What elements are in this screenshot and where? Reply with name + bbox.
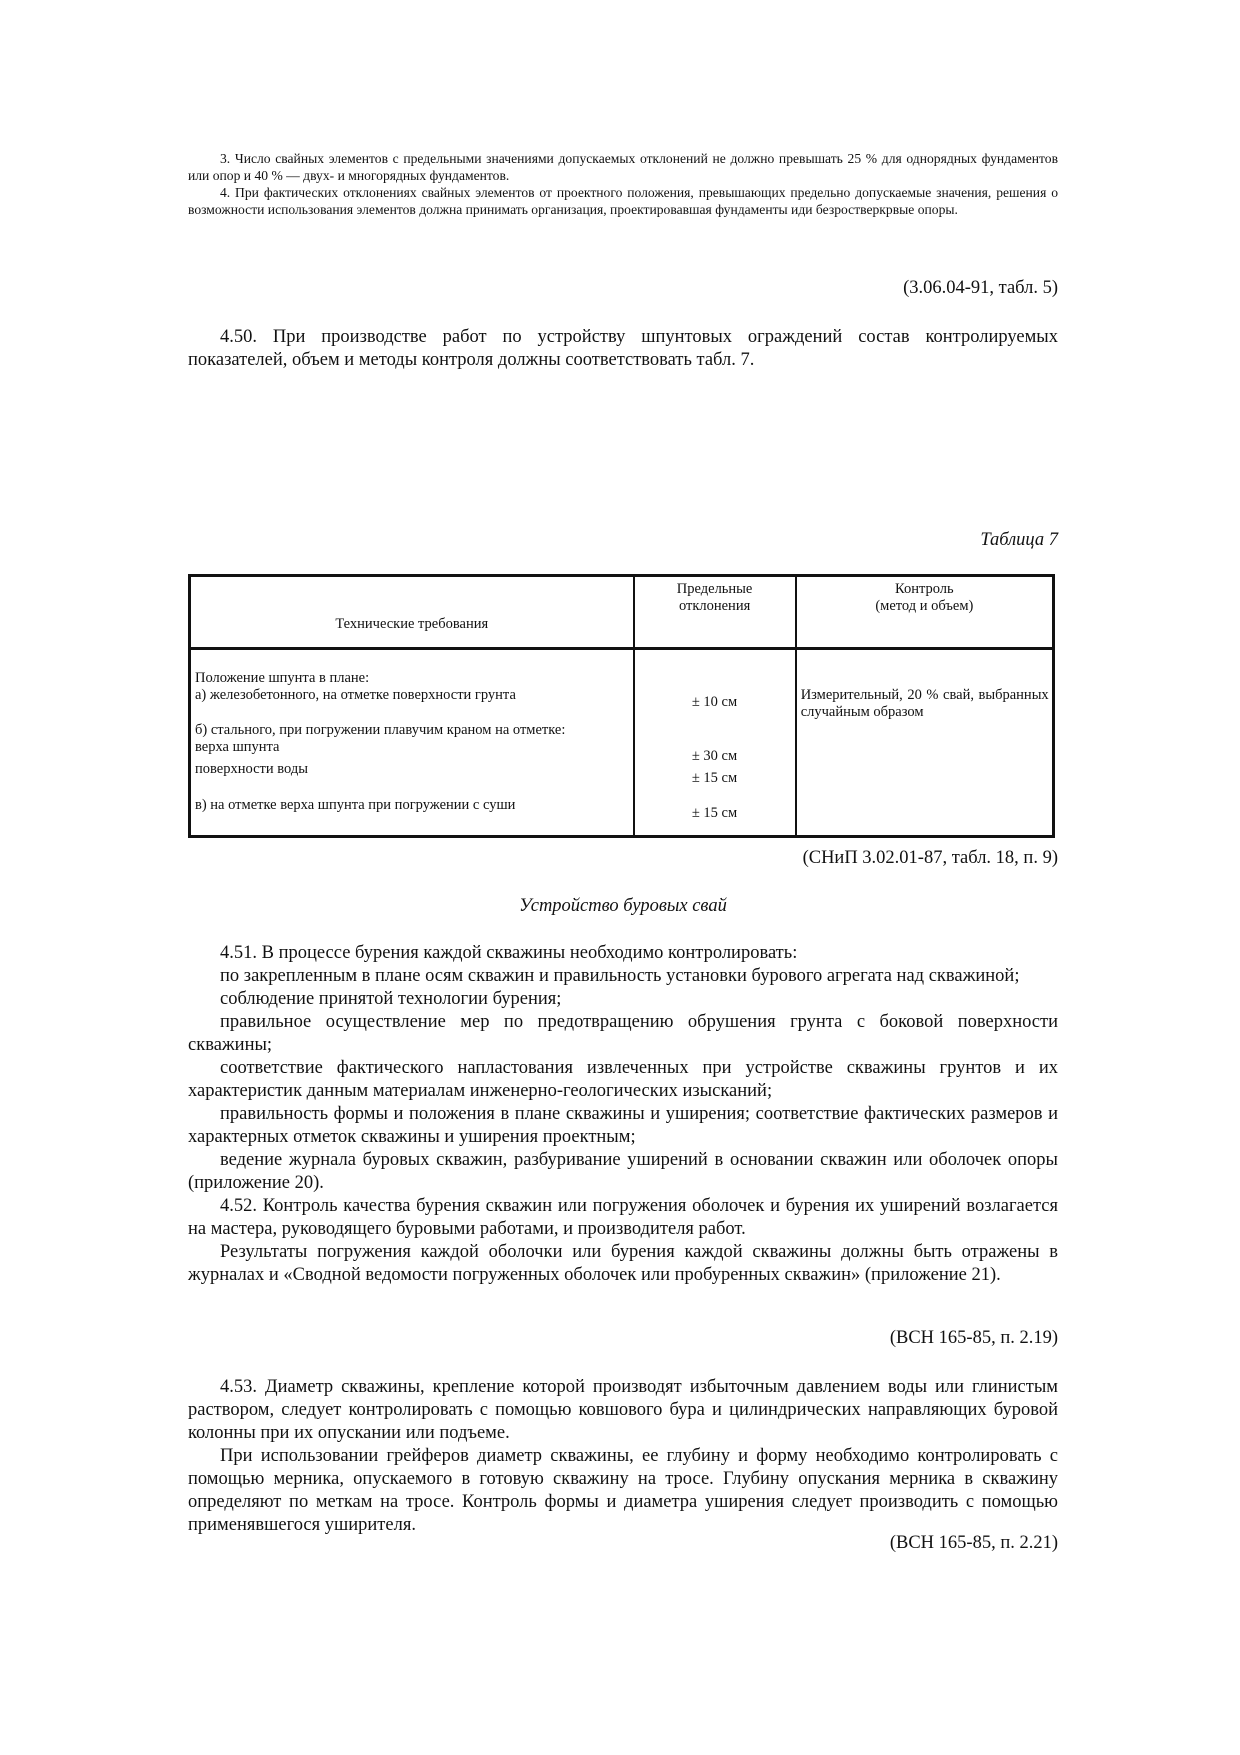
deviations-cell xyxy=(634,649,796,837)
source-reference-1: (3.06.04-91, табл. 5) xyxy=(903,278,1058,298)
paragraph-4-53-second: При использовании грейферов диаметр скважины, ее глубину и форму необходимо контролировать с помощью мерника, опускаемого в готовую скважину на тросе. Глубину опускания мерника в скважину определяют по меткам на тросе. Контроль формы и диаметра уширения следует производить с помощью применявшегося уширителя. xyxy=(188,1446,1058,1535)
source-reference-3: (ВСН 165-85, п. 2.19) xyxy=(889,1328,1058,1348)
deviation-b-top: ± 30 см xyxy=(691,748,738,764)
table-caption: Таблица 7 xyxy=(980,530,1058,550)
table-7 xyxy=(188,574,1055,838)
header-deviations: Предельные отклонения xyxy=(634,576,796,649)
table-header-row xyxy=(190,576,1054,649)
requirements-cell xyxy=(190,649,634,837)
deviation-a: ± 10 см xyxy=(691,694,738,710)
paragraph-4-51: 4.51. В процессе бурения каждой скважины необходимо контролировать: xyxy=(220,943,798,963)
section-title: Устройство буровых свай xyxy=(519,896,727,916)
header-control: Контроль (метод и объем) xyxy=(796,576,1054,649)
list-item: ведение журнала буровых скважин, разбуривание уширений в основании скважин или оболочек опоры (приложение 20). xyxy=(188,1150,1058,1193)
note-3: 3. Число свайных элементов с предельными значениями допускаемых отклонений не должно превышать 25 % для однорядных фундаментов или опор и 40 % — двух- и многорядных фундаментов. xyxy=(188,151,1058,183)
control-method: Измерительный, 20 % свай, выбранных случайным образом xyxy=(800,687,1049,720)
paragraph-4-53 xyxy=(188,1376,1058,1537)
paragraph-4-53-first: 4.53. Диаметр скважины, крепление которой производят избыточным давлением воды или глинистым раствором, следует контролировать с помощью ковшового бура и цилиндрических направляющих буровой колонны при их опускании или подъеме. xyxy=(188,1377,1058,1443)
list-item: правильное осуществление мер по предотвращению обрушения грунта с боковой поверхности скважины; xyxy=(188,1012,1058,1055)
paragraph-4-52: 4.52. Контроль качества бурения скважин или погружения оболочек и бурения их уширений возлагается на мастера, руководящего буровыми работами, и производителя работ. xyxy=(188,1196,1058,1239)
list-item: правильность формы и положения в плане скважины и уширения; соответствие фактических размеров и характерных отметок скважины и уширения проектным; xyxy=(188,1104,1058,1147)
requirement-c: в) на отметке верха шпунта при погружении с суши xyxy=(195,797,516,813)
requirement-a: а) железобетонного, на отметке поверхности грунта xyxy=(195,687,516,703)
requirement-b-top: верха шпунта xyxy=(195,739,280,755)
deviation-c: ± 15 см xyxy=(691,805,738,821)
table-notes xyxy=(188,150,1058,218)
control-cell xyxy=(796,649,1054,837)
requirement-b: б) стального, при погружении плавучим краном на отметке: xyxy=(195,722,566,738)
list-item: по закрепленным в плане осям скважин и правильность установки бурового агрегата над скважиной; xyxy=(220,966,1020,986)
paragraph-results: Результаты погружения каждой оболочки или бурения каждой скважины должны быть отражены в журналах и «Сводной ведомости погруженных оболочек или пробуренных скважин» (приложение 21). xyxy=(188,1242,1058,1285)
table-row xyxy=(190,649,1054,837)
requirement-heading: Положение шпунта в плане: xyxy=(195,670,370,686)
list-item: соответствие фактического напластования извлеченных при устройстве скважины грунтов и их характеристик данным материалам инженерно-геологических изысканий; xyxy=(188,1058,1058,1101)
deviation-b-water: ± 15 см xyxy=(691,770,738,786)
header-requirements: Технические требования xyxy=(190,576,634,649)
note-4: 4. При фактических отклонениях свайных элементов от проектного положения, превышающих предельно допускаемые значения, решения о возможности использования элементов должна принимать организация, проектировавшая фундаменты иди безростверкрвые опоры. xyxy=(188,185,1058,217)
list-item: соблюдение принятой технологии бурения; xyxy=(220,989,562,1009)
source-reference-4: (ВСН 165-85, п. 2.21) xyxy=(889,1533,1058,1553)
source-reference-2: (СНиП 3.02.01-87, табл. 18, п. 9) xyxy=(802,848,1058,868)
paragraphs-4-51-4-52 xyxy=(188,942,1058,1287)
requirement-b-water: поверхности воды xyxy=(195,761,308,777)
paragraph-4-50: 4.50. При производстве работ по устройству шпунтовых ограждений состав контролируемых показателей, объем и методы контроля должны соответствовать табл. 7. xyxy=(188,327,1058,370)
